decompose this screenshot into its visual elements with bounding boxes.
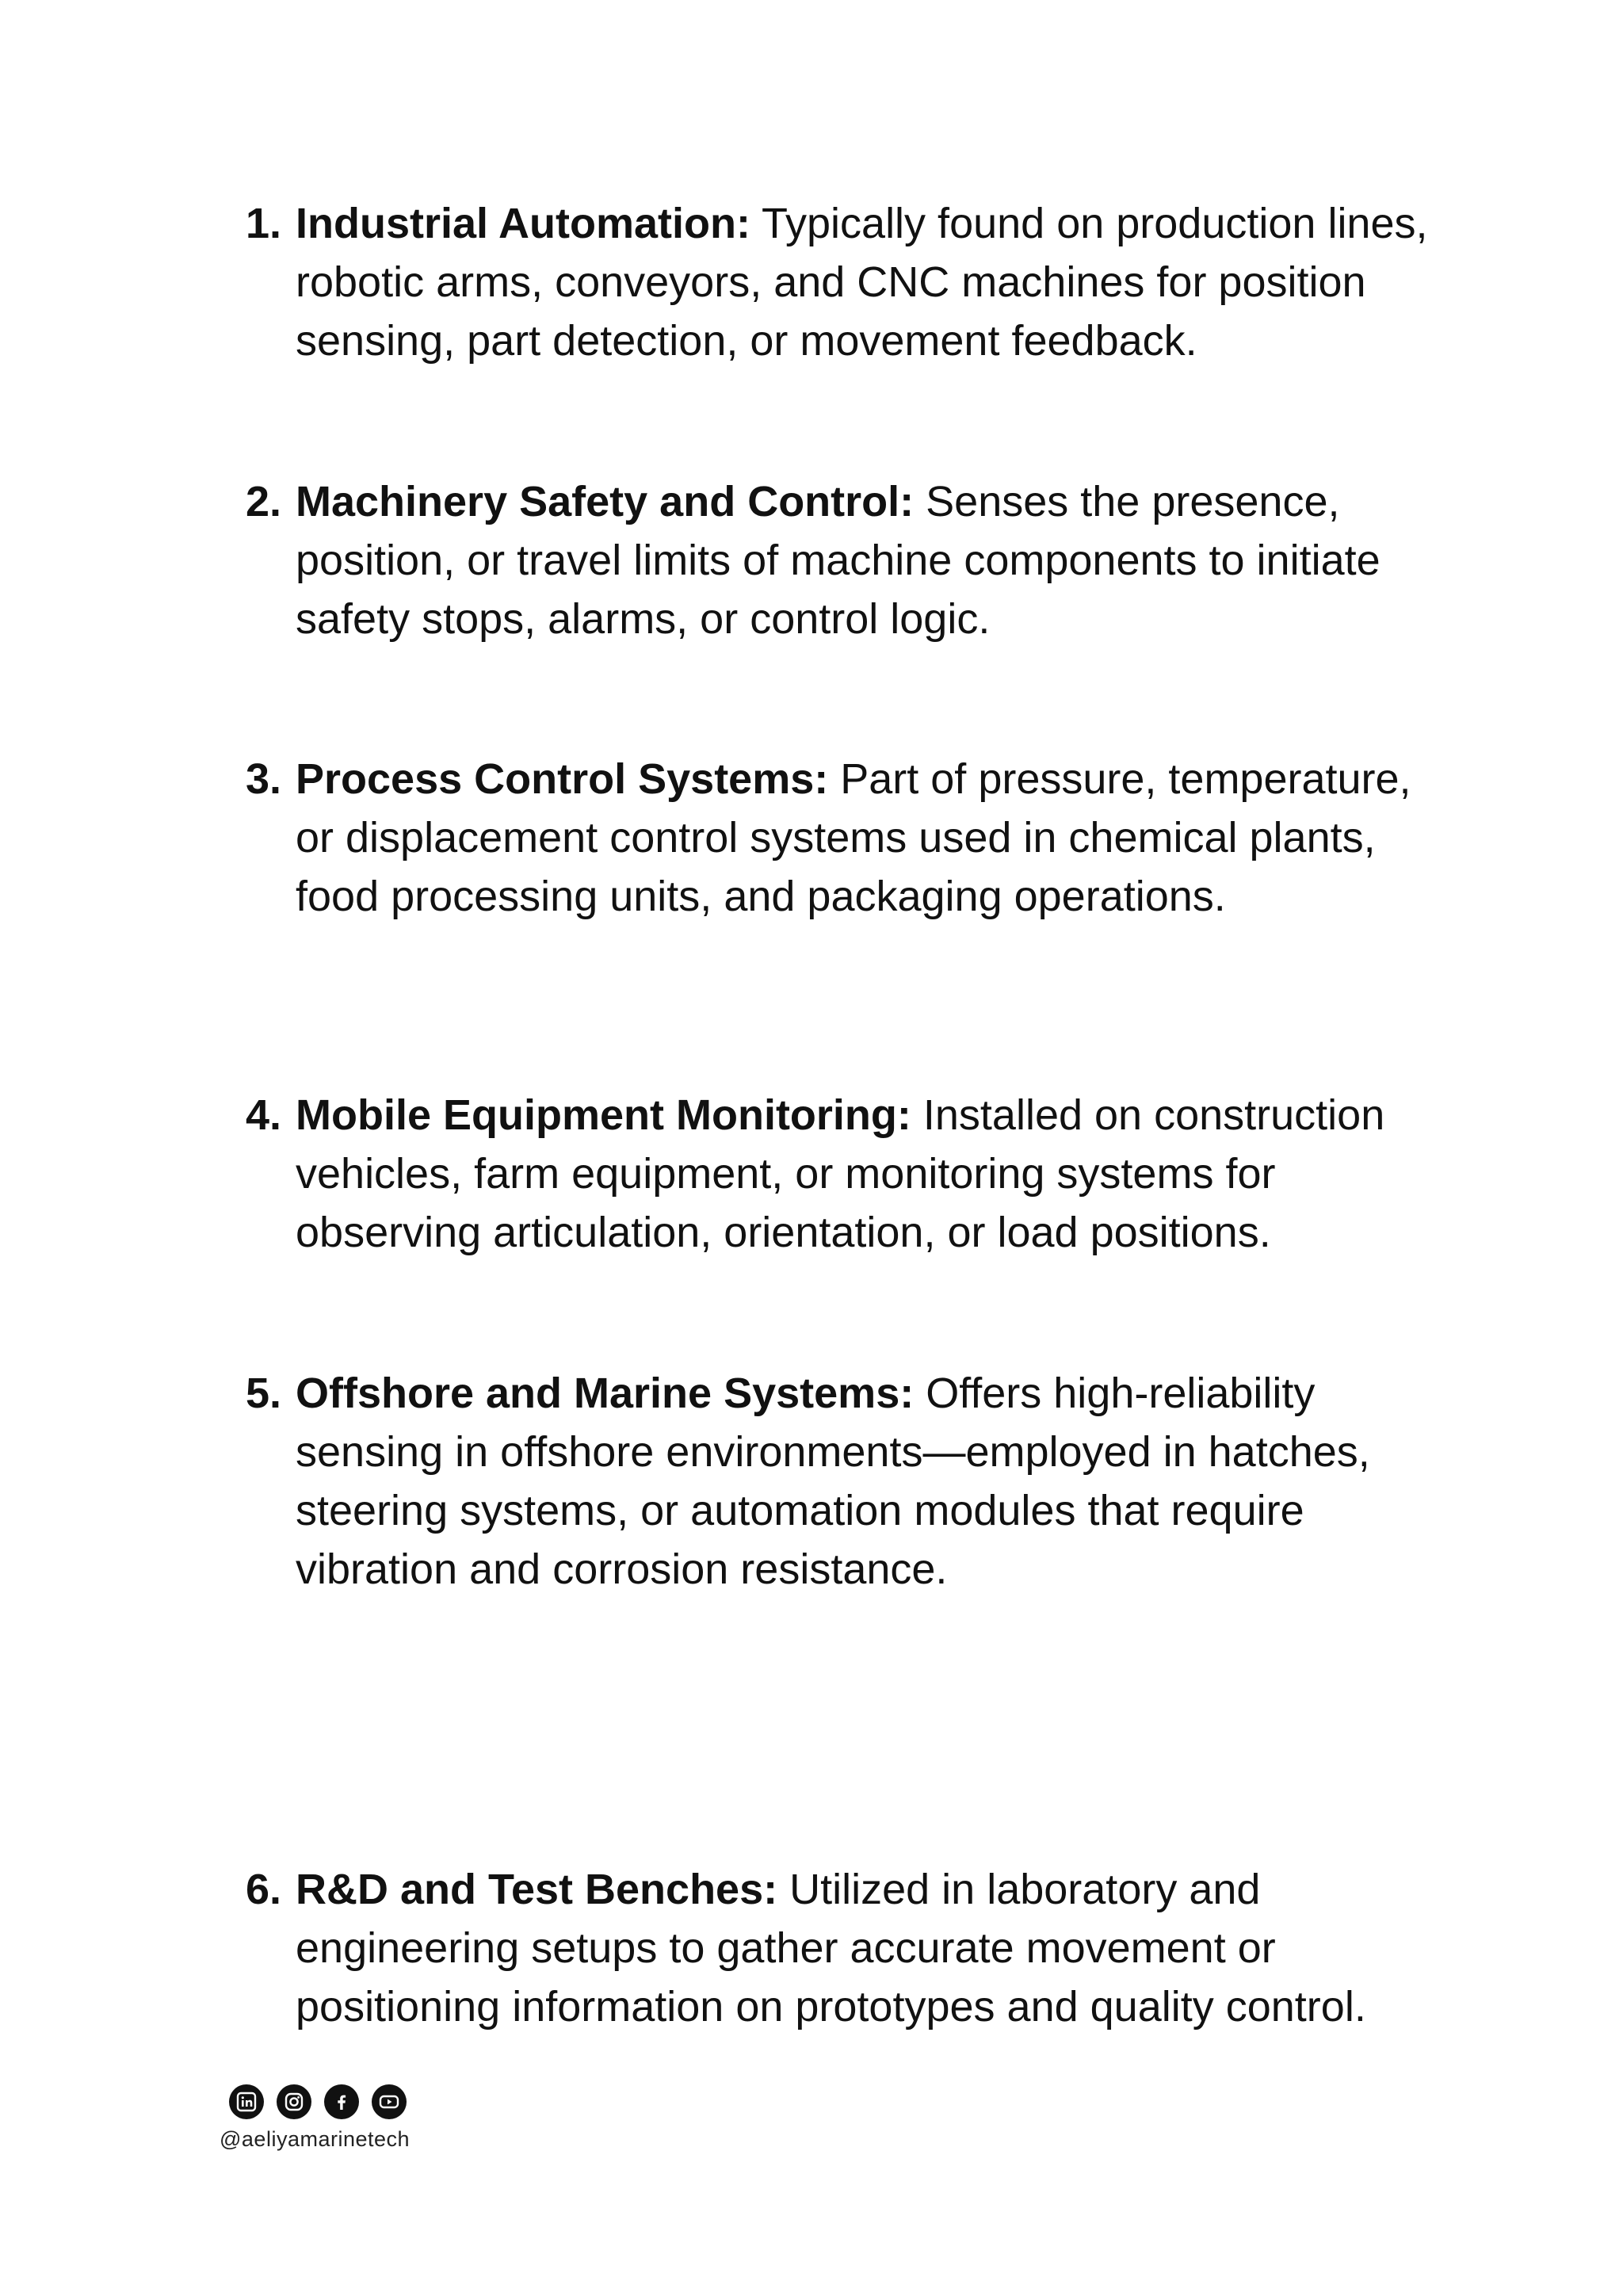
linkedin-icon[interactable] [229, 2084, 264, 2119]
list-item [246, 1860, 1434, 2036]
list-item-text: Installed on construction vehicles, farm equipment, or monitoring systems for observing articulation, orientation, or load positions. [296, 1091, 1385, 1256]
list-item-body [296, 1086, 1434, 1262]
list-number: 6. [246, 1866, 282, 1913]
list-item [246, 194, 1434, 370]
list-item-heading: Offshore and Marine Systems: [296, 1370, 915, 1417]
list-item-heading: Machinery Safety and Control: [296, 478, 915, 525]
list-number: 2. [246, 478, 282, 525]
list-item-text: Offers high-reliability sensing in offshore environments—employed in hatches, steering systems, or automation modules that require vibration and corrosion resistance. [296, 1370, 1370, 1593]
list-item [246, 750, 1434, 926]
list-item-text: Part of pressure, temperature, or displacement control systems used in chemical plants, food processing units, and packaging operations. [296, 755, 1411, 920]
list-number: 1. [246, 200, 282, 247]
list-item-heading: Mobile Equipment Monitoring: [296, 1091, 911, 1139]
list-item-heading: Industrial Automation: [296, 200, 750, 247]
list-item-body [296, 472, 1434, 648]
list-item-text: Typically found on production lines, robotic arms, conveyors, and CNC machines for position sensing, part detection, or movement feedback. [296, 200, 1428, 365]
list-number: 3. [246, 755, 282, 803]
list-item [246, 1086, 1434, 1262]
list-number: 4. [246, 1091, 282, 1139]
social-handle: @aeliyamarinetech [220, 2127, 411, 2151]
list-item-body [296, 194, 1434, 370]
instagram-icon[interactable] [277, 2084, 311, 2119]
social-icons [229, 2084, 407, 2119]
list-item-body [296, 1860, 1434, 2036]
list-item-body [296, 750, 1434, 926]
list-item-text: Utilized in laboratory and engineering setups to gather accurate movement or positioning information on prototypes and quality control. [296, 1866, 1366, 2030]
facebook-icon[interactable] [324, 2084, 359, 2119]
list-item [246, 1364, 1434, 1599]
list-item-heading: Process Control Systems: [296, 755, 829, 803]
list-item-heading: R&D and Test Benches: [296, 1866, 778, 1913]
list-item [246, 472, 1434, 648]
list-number: 5. [246, 1370, 282, 1417]
list-item-text: Senses the presence, position, or travel limits of machine components to initiate safety stops, alarms, or control logic. [296, 478, 1381, 643]
youtube-icon[interactable] [372, 2084, 407, 2119]
list-item-body [296, 1364, 1434, 1599]
